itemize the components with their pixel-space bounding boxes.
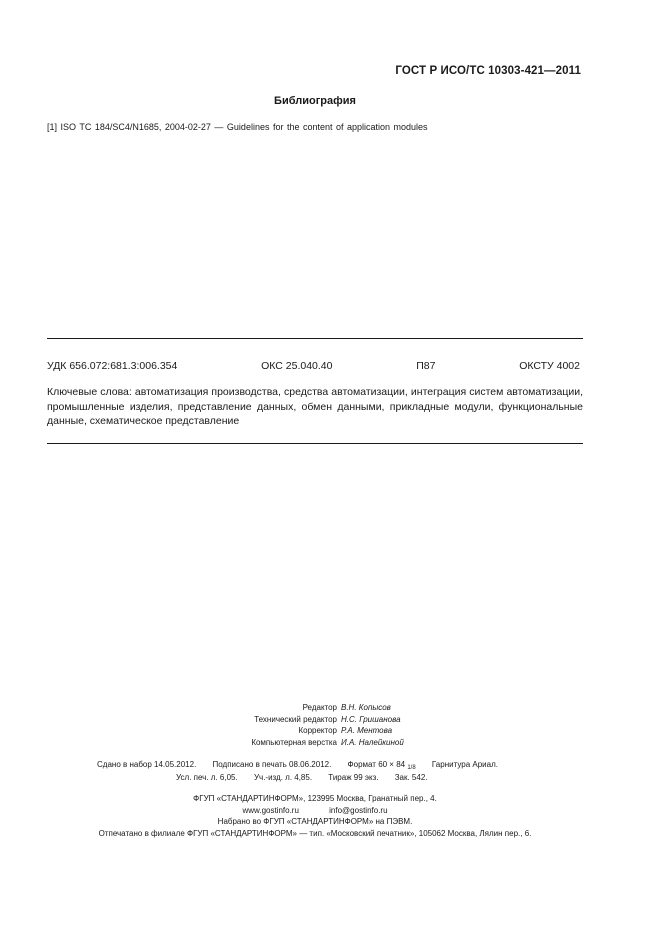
publisher-website[interactable]: www.gostinfo.ru — [242, 805, 299, 815]
bibliography-title: Библиография — [274, 95, 356, 107]
printed-note: Отпечатано в филиале ФГУП «СТАНДАРТИНФОРМ» — тип. «Московский печатник», 105062 Москва, Лялин пер., 6. — [98, 828, 532, 838]
document-code: ГОСТ Р ИСО/ТС 10303-421—2011 — [395, 65, 581, 77]
submitted-date: Сдано в набор 14.05.2012. — [97, 760, 197, 769]
credit-proofreader — [150, 725, 570, 737]
paper-format-fraction: 1/8 — [407, 765, 416, 771]
credit-name: И.А. Налейкиной — [341, 737, 404, 747]
credit-name: Н.С. Гришанова — [341, 714, 401, 724]
publication-line-2 — [176, 771, 428, 785]
credit-role: Корректор — [298, 726, 337, 735]
bibliography-entry: [1] ISO TC 184/SC4/N1685, 2004-02-27 — Guidelines for the content of application modules — [47, 122, 428, 132]
divider-top — [47, 338, 583, 339]
publisher-email[interactable]: info@gostinfo.ru — [329, 805, 388, 815]
typeset-note: Набрано во ФГУП «СТАНДАРТИНФОРМ» на ПЭВМ. — [217, 817, 413, 826]
udk-code: УДК 656.072:681.3:006.354 — [47, 360, 178, 372]
credit-tech-editor — [150, 714, 570, 726]
okstu-code: ОКСТУ 4002 — [519, 360, 580, 372]
credit-role: Технический редактор — [254, 714, 337, 724]
credit-role: Редактор — [302, 703, 337, 712]
circulation: Тираж 99 экз. — [328, 773, 379, 782]
credit-role: Компьютерная верстка — [251, 737, 337, 747]
signed-date: Подписано в печать 08.06.2012. — [212, 760, 332, 769]
credit-layout — [150, 737, 570, 749]
paper-format: Формат 60 × 84 — [347, 760, 406, 769]
credit-editor — [150, 702, 570, 714]
credit-name: В.Н. Копысов — [341, 703, 391, 712]
print-sheets: Усл. печ. л. 6,05. — [176, 773, 238, 782]
divider-bottom — [47, 443, 583, 444]
publisher-contacts — [0, 805, 630, 817]
order-number: Зак. 542. — [394, 773, 428, 782]
oks-code: ОКС 25.040.40 — [261, 360, 333, 372]
credit-name: Р.А. Ментова — [341, 726, 393, 735]
keywords-paragraph: Ключевые слова: автоматизация производства, средства автоматизации, интеграция систем автоматизации, промышленные изделия, представление данных, обмен данными, прикладные модули, функциональные данные, схематическое представление — [47, 386, 583, 427]
imprint-block — [0, 793, 630, 839]
classification-row — [47, 360, 580, 372]
publisher-sheets: Уч.-изд. л. 4,85. — [253, 773, 313, 782]
typeface: Гарнитура Ариал. — [431, 760, 498, 769]
p-code: П87 — [416, 360, 436, 372]
publisher-address: ФГУП «СТАНДАРТИНФОРМ», 123995 Москва, Гранатный пер., 4. — [193, 794, 437, 803]
credits-block — [150, 702, 570, 748]
